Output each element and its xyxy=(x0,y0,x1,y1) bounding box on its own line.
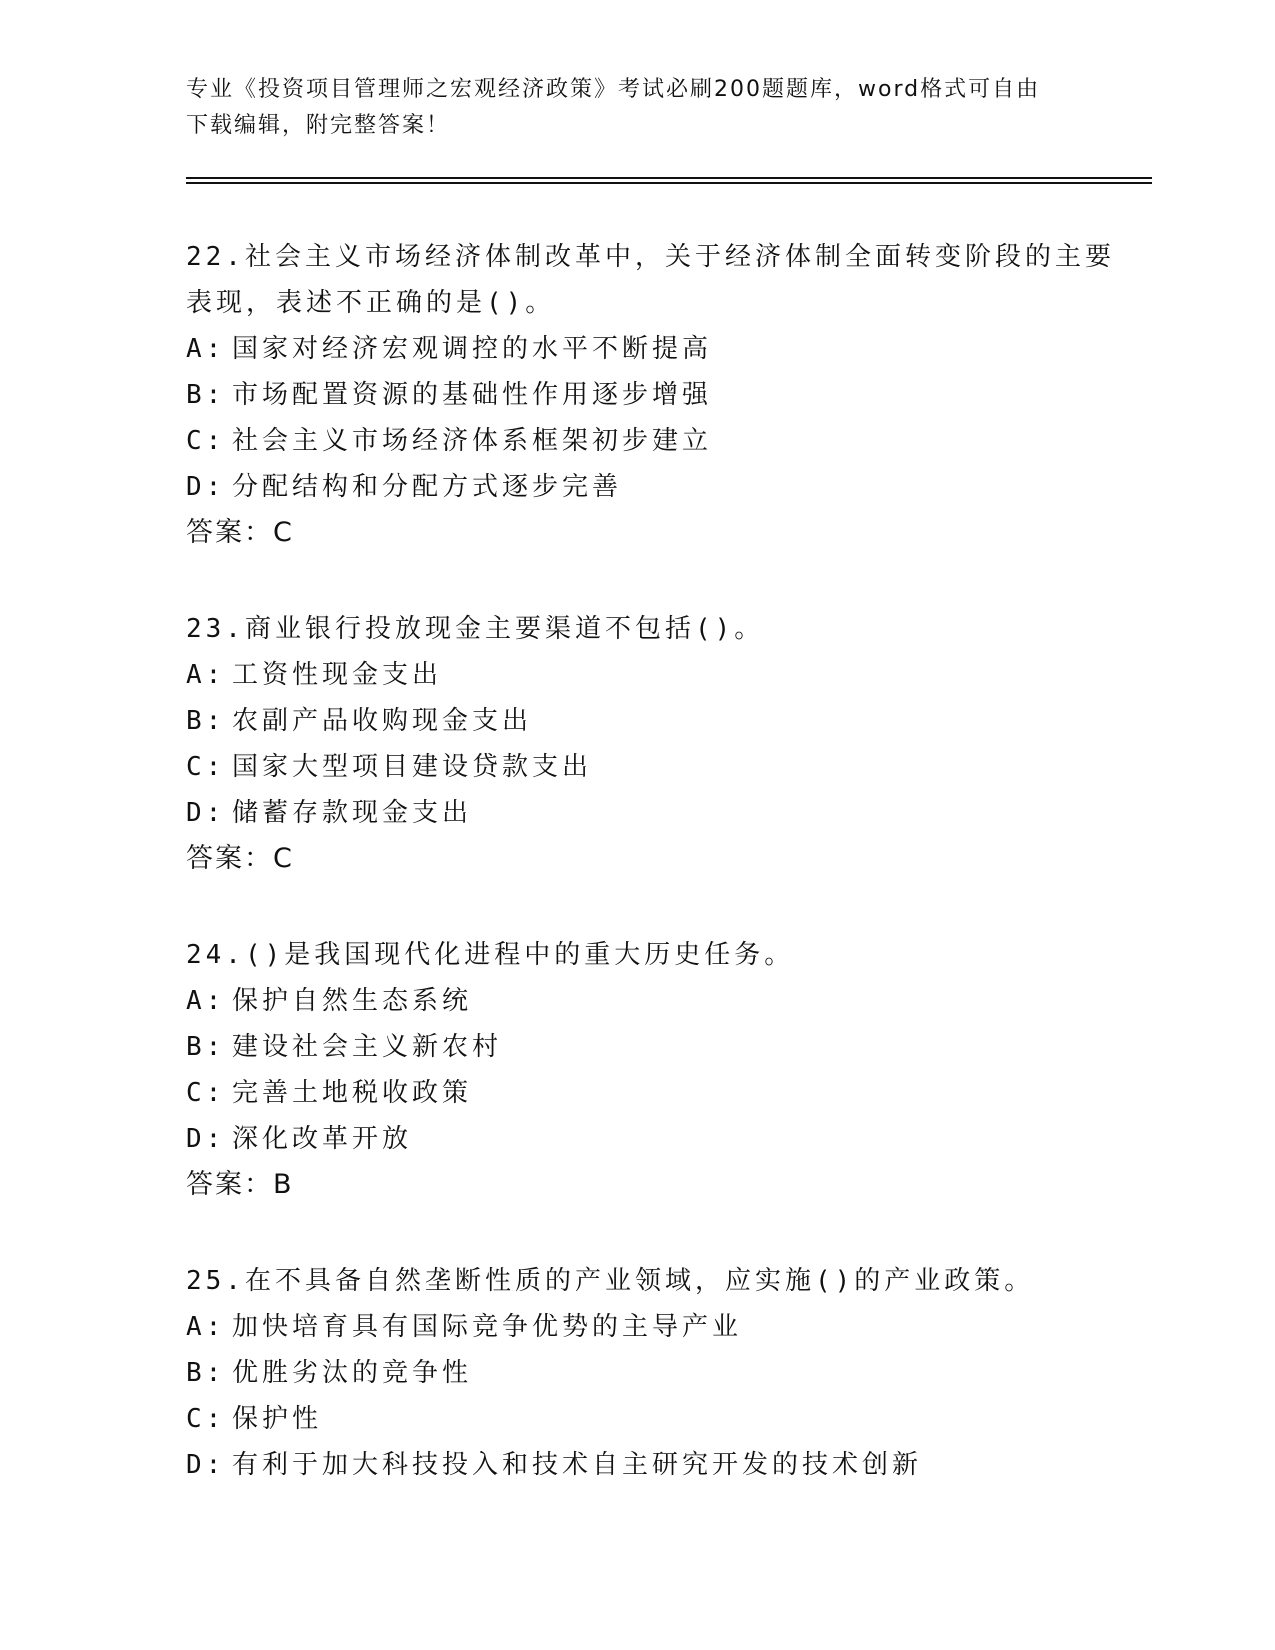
option-b xyxy=(186,698,1126,744)
document-header xyxy=(186,72,1086,144)
option-key: B: xyxy=(186,1358,226,1388)
option-text: 加快培育具有国际竞争优势的主导产业 xyxy=(232,1312,743,1342)
option-d xyxy=(186,1116,1126,1162)
header-divider-bottom xyxy=(186,182,1152,184)
option-text: 优胜劣汰的竞争性 xyxy=(232,1358,473,1388)
option-text: 建设社会主义新农村 xyxy=(232,1032,503,1062)
option-key: D: xyxy=(186,472,226,502)
question-23 xyxy=(186,606,1126,882)
option-key: B: xyxy=(186,380,226,410)
option-c xyxy=(186,1396,1126,1442)
option-key: A: xyxy=(186,660,226,690)
option-c xyxy=(186,744,1126,790)
option-text: 保护自然生态系统 xyxy=(232,986,473,1016)
option-key: C: xyxy=(186,752,226,782)
question-stem: 24.()是我国现代化进程中的重大历史任务。 xyxy=(186,940,795,970)
option-text: 分配结构和分配方式逐步完善 xyxy=(232,472,623,502)
option-key: D: xyxy=(186,1124,226,1154)
question-list xyxy=(186,234,1126,1538)
option-text: 农副产品收购现金支出 xyxy=(232,706,533,736)
option-text: 社会主义市场经济体系框架初步建立 xyxy=(232,426,713,456)
option-a xyxy=(186,326,1126,372)
answer-label: 答案：C xyxy=(186,843,294,874)
option-a xyxy=(186,1304,1126,1350)
option-b xyxy=(186,1350,1126,1396)
option-d xyxy=(186,790,1126,836)
option-key: C: xyxy=(186,1078,226,1108)
option-d xyxy=(186,1442,1126,1488)
option-text: 有利于加大科技投入和技术自主研究开发的技术创新 xyxy=(232,1450,923,1480)
option-key: D: xyxy=(186,1450,226,1480)
option-text: 储蓄存款现金支出 xyxy=(232,798,473,828)
option-a xyxy=(186,978,1126,1024)
option-key: C: xyxy=(186,426,226,456)
option-b xyxy=(186,372,1126,418)
option-key: C: xyxy=(186,1404,226,1434)
option-text: 保护性 xyxy=(232,1404,323,1434)
option-text: 市场配置资源的基础性作用逐步增强 xyxy=(232,380,713,410)
question-22 xyxy=(186,234,1126,556)
option-key: B: xyxy=(186,1032,226,1062)
option-text: 国家大型项目建设贷款支出 xyxy=(232,752,593,782)
header-line-1: 专业《投资项目管理师之宏观经济政策》考试必刷200题题库，word格式可自由 xyxy=(186,77,1041,102)
option-c xyxy=(186,1070,1126,1116)
question-stem: 22.社会主义市场经济体制改革中，关于经济体制全面转变阶段的主要 xyxy=(186,242,1115,272)
answer-label: 答案：C xyxy=(186,517,294,548)
header-line-2: 下载编辑，附完整答案！ xyxy=(186,113,451,138)
question-stem: 25.在不具备自然垄断性质的产业领域，应实施()的产业政策。 xyxy=(186,1266,1035,1296)
option-key: D: xyxy=(186,798,226,828)
question-stem: 表现，表述不正确的是()。 xyxy=(186,288,556,318)
option-text: 深化改革开放 xyxy=(232,1124,413,1154)
option-b xyxy=(186,1024,1126,1070)
option-key: A: xyxy=(186,986,226,1016)
option-a xyxy=(186,652,1126,698)
option-text: 国家对经济宏观调控的水平不断提高 xyxy=(232,334,713,364)
header-divider-top xyxy=(186,177,1152,179)
option-text: 工资性现金支出 xyxy=(232,660,443,690)
answer-label: 答案：B xyxy=(186,1169,294,1200)
question-24 xyxy=(186,932,1126,1208)
option-key: A: xyxy=(186,334,226,364)
question-25 xyxy=(186,1258,1126,1488)
question-stem: 23.商业银行投放现金主要渠道不包括()。 xyxy=(186,614,765,644)
option-d xyxy=(186,464,1126,510)
option-key: B: xyxy=(186,706,226,736)
option-text: 完善土地税收政策 xyxy=(232,1078,473,1108)
option-key: A: xyxy=(186,1312,226,1342)
option-c xyxy=(186,418,1126,464)
